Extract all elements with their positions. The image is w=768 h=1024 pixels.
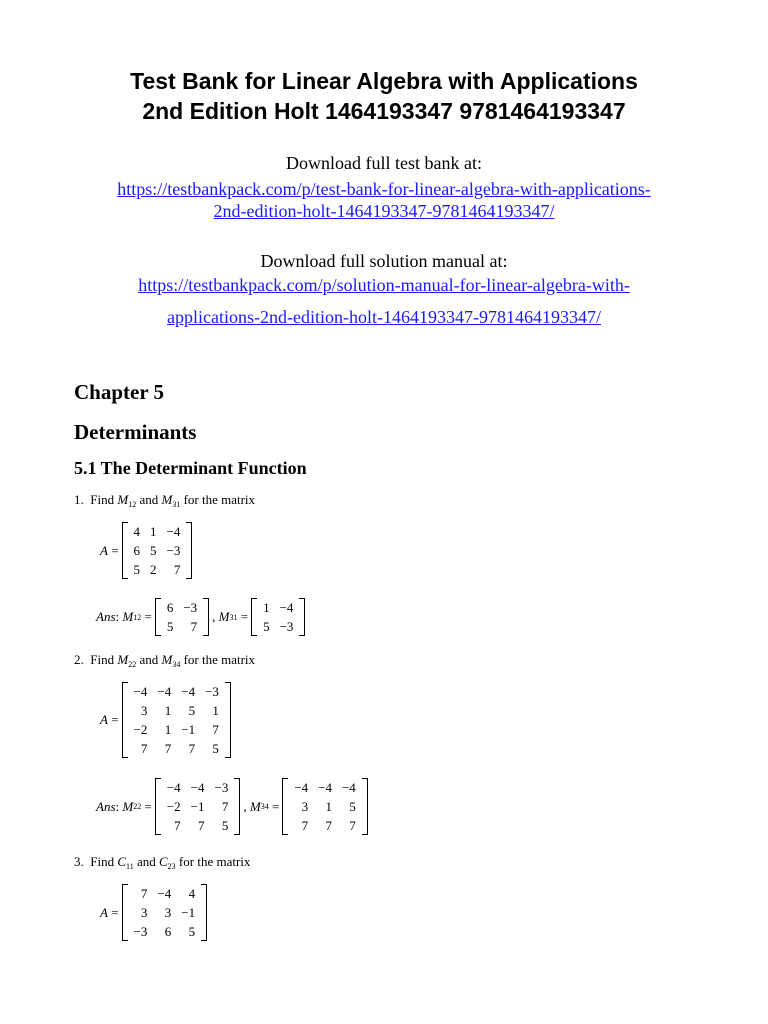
matrix-cell: 7 <box>140 740 148 756</box>
answer-matrix <box>155 598 209 636</box>
matrix-cell: −3 <box>166 542 181 558</box>
matrix-cell: 5 <box>263 618 270 634</box>
matrix-cell: 3 <box>140 702 148 718</box>
matrix-cell: 5 <box>349 798 356 814</box>
test-bank-link-line-2[interactable]: 2nd-edition-holt-1464193347-9781464193347/ <box>213 201 555 221</box>
test-bank-label: Download full test bank at: <box>286 153 482 173</box>
matrix-cell: −4 <box>166 779 181 795</box>
matrix-cell: −4 <box>318 779 332 795</box>
matrix-cell: 7 <box>301 817 309 833</box>
document-title <box>0 66 768 126</box>
matrix-row <box>289 778 361 797</box>
matrix-row <box>129 884 201 903</box>
matrix-row <box>162 598 202 617</box>
matrix-cell: −2 <box>133 721 148 737</box>
matrix-cell: 5 <box>133 561 141 577</box>
question-2-answer: Ans : M 22 = −4 −4 −3 −2 −1 7 7 7 5 , M 34 = −4 −4 −4 3 1 5 7 7 7 <box>96 778 371 835</box>
matrix-row <box>258 617 298 636</box>
answer-matrix <box>282 778 368 835</box>
matrix-cell: −4 <box>341 779 356 795</box>
matrix-cell: −4 <box>166 523 181 539</box>
solution-manual-link-line-1[interactable]: https://testbankpack.com/p/solution-manual-for-linear-algebra-with- <box>138 275 630 295</box>
test-bank-link-line-1[interactable]: https://testbankpack.com/p/test-bank-for-linear-algebra-with-applications- <box>117 179 651 199</box>
matrix-cell: 7 <box>140 885 148 901</box>
matrix-cell: 7 <box>190 618 198 634</box>
matrix-cell: 7 <box>164 740 172 756</box>
chapter-title: Determinants <box>74 420 197 444</box>
question-1-answer: Ans : M 12 = 6 −3 5 7 , M 31 = 1 −4 5 −3 <box>96 598 308 636</box>
matrix-cell: 3 <box>301 798 309 814</box>
matrix-cell: 2 <box>150 561 157 577</box>
matrix-cell: −3 <box>205 683 219 699</box>
matrix-row <box>129 739 224 758</box>
matrix-cell: 6 <box>164 923 172 939</box>
matrix-row <box>129 903 201 922</box>
matrix-cell: −4 <box>294 779 309 795</box>
matrix-row <box>129 522 186 541</box>
question-3-prompt: 3. Find $C_{11}$ and $C_{23}$ for the matrix <box>74 854 251 871</box>
matrix-cell: 1 <box>212 702 219 718</box>
matrix-cell: −3 <box>133 923 148 939</box>
matrix-cell: 6 <box>166 599 174 615</box>
title-line-1: Test Bank for Linear Algebra with Applications <box>130 68 638 94</box>
matrix-cell: 7 <box>221 798 229 814</box>
matrix-cell: 7 <box>212 721 219 737</box>
title-line-2: 2nd Edition Holt 1464193347 9781464193347 <box>142 98 626 124</box>
matrix <box>122 682 231 758</box>
matrix-row <box>129 922 201 941</box>
matrix-cell: 7 <box>188 740 196 756</box>
matrix-cell: −4 <box>181 683 196 699</box>
matrix-cell: −4 <box>279 599 294 615</box>
matrix-cell: 7 <box>349 817 356 833</box>
matrix-cell: −4 <box>190 779 205 795</box>
question-2-matrix-equation: A = −4 −4 −4 −3 3 1 5 1 −2 1 −1 7 7 7 7 5 <box>100 682 234 758</box>
section-heading: 5.1 The Determinant Function <box>74 458 307 478</box>
matrix-cell: 5 <box>188 923 196 939</box>
matrix-cell: 7 <box>173 561 181 577</box>
matrix-cell: 1 <box>325 798 332 814</box>
matrix-cell: 4 <box>133 523 141 539</box>
matrix-row <box>129 720 224 739</box>
matrix-cell: −4 <box>157 683 172 699</box>
answer-matrix <box>155 778 241 835</box>
solution-manual-link-line-2[interactable]: applications-2nd-edition-holt-1464193347-9781464193347/ <box>167 307 601 327</box>
matrix-cell: 5 <box>212 740 219 756</box>
matrix-row <box>129 560 186 579</box>
matrix-cell: 7 <box>198 817 205 833</box>
matrix-cell: 7 <box>325 817 332 833</box>
matrix-cell: −3 <box>183 599 198 615</box>
matrix-cell: 4 <box>188 885 196 901</box>
solution-manual-label: Download full solution manual at: <box>260 251 508 271</box>
matrix-cell: −3 <box>214 779 229 795</box>
matrix-row <box>289 816 361 835</box>
matrix-row <box>162 778 234 797</box>
matrix-cell: −4 <box>133 683 148 699</box>
matrix-cell: 7 <box>174 817 181 833</box>
matrix-cell: 1 <box>150 523 157 539</box>
matrix-row <box>258 598 298 617</box>
matrix-cell: −1 <box>181 721 196 737</box>
matrix-row <box>129 682 224 701</box>
question-3-matrix-equation: A = 7 −4 4 3 3 −1 −3 6 5 <box>100 884 210 941</box>
matrix-row <box>162 816 234 835</box>
matrix-cell: 5 <box>166 618 174 634</box>
matrix-row <box>129 541 186 560</box>
matrix-cell: 5 <box>188 702 196 718</box>
matrix <box>122 522 193 579</box>
matrix-row <box>162 797 234 816</box>
matrix-cell: 1 <box>164 702 172 718</box>
matrix-row <box>162 617 202 636</box>
matrix-cell: 3 <box>140 904 148 920</box>
matrix-row <box>289 797 361 816</box>
matrix-cell: 5 <box>221 817 229 833</box>
answer-matrix <box>251 598 305 636</box>
matrix <box>122 884 208 941</box>
question-1-matrix-equation: A = 4 1 −4 6 5 −3 5 2 7 <box>100 522 195 579</box>
matrix-cell: −1 <box>181 904 196 920</box>
matrix-cell: 5 <box>150 542 157 558</box>
matrix-row <box>129 701 224 720</box>
question-1-prompt: 1. Find $M_{12}$ and $M_{31}$ for the matrix <box>74 492 256 509</box>
matrix-cell: 1 <box>263 599 270 615</box>
matrix-cell: 3 <box>164 904 172 920</box>
chapter-heading: Chapter 5 <box>74 380 165 404</box>
matrix-cell: −4 <box>157 885 172 901</box>
matrix-cell: 1 <box>164 721 172 737</box>
matrix-cell: −3 <box>279 618 294 634</box>
matrix-cell: −1 <box>190 798 205 814</box>
matrix-cell: 6 <box>133 542 141 558</box>
matrix-cell: −2 <box>166 798 181 814</box>
question-2-prompt: 2. Find $M_{22}$ and $M_{34}$ for the matrix <box>74 652 256 669</box>
